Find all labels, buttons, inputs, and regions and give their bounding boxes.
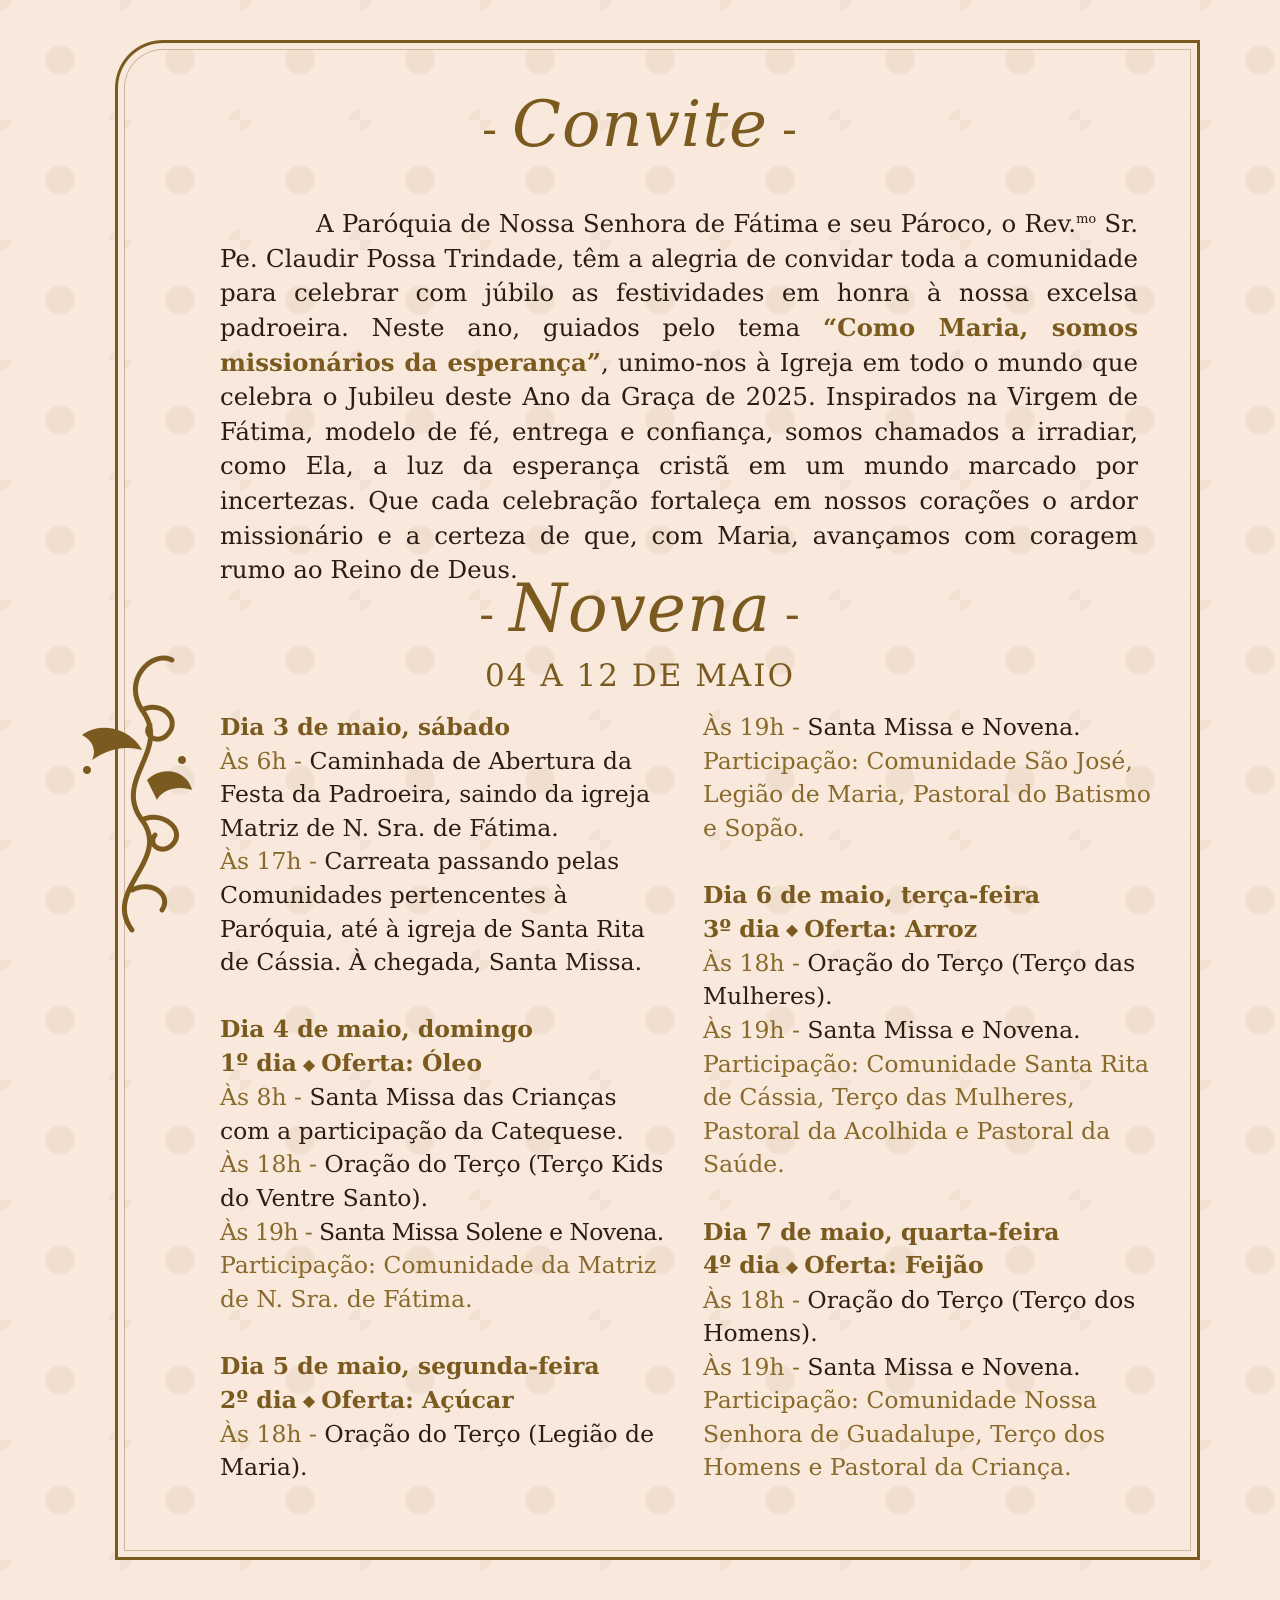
item-text: Santa Missa Solene e Novena. (319, 1217, 664, 1246)
item-time: Às 19h - (703, 713, 808, 741)
offer-text: Oferta: Feijão (804, 1251, 984, 1280)
schedule-item (703, 947, 1153, 1014)
diamond-icon: ◆ (785, 920, 799, 940)
participation-text: Participação: Comunidade Santa Rita de Cássia, Terço das Mulheres, Pastoral da Acolhida e Pastoral da Saúde. (703, 1049, 1149, 1179)
item-time: Às 18h - (703, 948, 808, 977)
schedule-item (220, 1418, 670, 1485)
schedule-item (703, 1284, 1153, 1351)
item-text: Oração do Terço (Terço das Mulheres). (703, 948, 1136, 1011)
item-time: Às 18h - (220, 1419, 325, 1448)
item-text: Oração do Terço (Terço Kids do Ventre Santo). (220, 1150, 664, 1213)
day-offer (220, 1384, 670, 1418)
novena-title (0, 570, 1280, 647)
day-offer (703, 1249, 1153, 1283)
intro-superscript: mo (1076, 212, 1097, 227)
offer-text: Oferta: Açúcar (321, 1385, 514, 1414)
day-number: 1º dia (220, 1048, 297, 1077)
schedule-item (220, 845, 670, 979)
day-block-6 (703, 879, 1153, 1182)
diamond-icon: ◆ (785, 1256, 799, 1276)
item-time: Às 6h - (220, 746, 310, 775)
item-time: Às 18h - (703, 1285, 808, 1314)
intro-part2: Sr. Pe. Claudir Possa Trindade, têm a alegria de convidar toda a comunidade para celebrar com júbilo as festividades em honra à nossa excelsa padroeira. Neste ano, guiados pelo tema (220, 209, 1138, 342)
schedule-item (220, 1148, 670, 1215)
item-time: Às 8h - (220, 1083, 310, 1112)
day-number: 2º dia (220, 1385, 297, 1414)
day-block-5-continued (703, 711, 1153, 845)
novena-title-text: Novena (509, 570, 771, 647)
intro-part3: , unimo-nos à Igreja em todo o mundo que celebra o Jubileu deste Ano da Graça de 2025. Inspirados na Virgem de Fátima, modelo de fé, entrega e confiança, somos chamados a irradiar, como Ela, a luz da esperança cristã em um mundo marcado por incertezas. Que cada celebração fortaleça em nossos corações o ardor missionário e a certeza de que, com Maria, avançamos com coragem rumo ao Reino de Deus. (220, 347, 1138, 585)
item-time: Às 18h - (220, 1150, 325, 1179)
schedule-item (220, 1081, 670, 1148)
invitation-paragraph (220, 203, 1138, 588)
day-block-3 (220, 711, 670, 980)
item-text: Santa Missa e Novena. (807, 1016, 1081, 1045)
schedule-column-left (220, 711, 670, 1519)
schedule-item (220, 1216, 670, 1250)
schedule-item (220, 745, 670, 846)
schedule-item (703, 711, 1153, 745)
diamond-icon: ◆ (302, 1391, 316, 1411)
participation-text: Participação: Comunidade da Matriz de N. Sra. de Fátima. (220, 1251, 657, 1313)
title-dash-left: - (482, 104, 499, 155)
offer-text: Oferta: Óleo (321, 1048, 483, 1077)
title-dash-right: - (784, 588, 801, 640)
convite-title (0, 88, 1280, 162)
participation-text: Participação: Comunidade São José, Legião de Maria, Pastoral do Batismo e Sopão. (703, 746, 1151, 842)
day-block-5 (220, 1350, 670, 1485)
title-dash-left: - (479, 588, 496, 640)
title-dash-right: - (781, 104, 798, 155)
item-time: Às 19h - (703, 1352, 808, 1381)
item-text: Santa Missa e Novena. (807, 713, 1081, 741)
intro-part1: A Paróquia de Nossa Senhora de Fátima e seu Pároco, o Rev. (316, 209, 1077, 239)
novena-dates: 04 A 12 DE MAIO (485, 658, 795, 694)
participation-text: Participação: Comunidade Nossa Senhora de Guadalupe, Terço dos Homens e Pastoral da Criança. (703, 1386, 1106, 1482)
schedule-column-right (703, 711, 1153, 1519)
item-text: Carreata passando pelas Comunidades pertencentes à Paróquia, até à igreja de Santa Rita de Cássia. À chegada, Santa Missa. (220, 847, 645, 977)
day-number: 4º dia (703, 1251, 780, 1280)
day-heading: Dia 4 de maio, domingo (220, 1015, 533, 1044)
item-text: Oração do Terço (Terço dos Homens). (703, 1285, 1136, 1348)
day-offer (703, 913, 1153, 947)
day-block-7 (703, 1216, 1153, 1485)
day-heading: Dia 5 de maio, segunda-feira (220, 1351, 600, 1380)
item-text: Santa Missa e Novena. (807, 1352, 1081, 1381)
day-number: 3º dia (703, 914, 780, 943)
day-heading: Dia 7 de maio, quarta-feira (703, 1217, 1060, 1246)
item-text: Caminhada de Abertura da Festa da Padroeira, saindo da igreja Matriz de N. Sra. de Fátima. (220, 746, 651, 842)
convite-title-text: Convite (512, 88, 768, 162)
schedule-item (703, 1014, 1153, 1048)
schedule-item (703, 1351, 1153, 1385)
day-offer (220, 1047, 670, 1081)
item-text: Santa Missa das Crianças com a participação da Catequese. (220, 1083, 624, 1145)
diamond-icon: ◆ (302, 1054, 316, 1074)
day-block-4 (220, 1013, 670, 1316)
offer-text: Oferta: Arroz (804, 914, 978, 943)
intro-theme-highlight: “Como Maria, somos missionários da esperança” (220, 312, 1138, 377)
item-time: Às 17h - (220, 847, 325, 876)
day-heading: Dia 6 de maio, terça-feira (703, 880, 1040, 909)
item-time: Às 19h - (703, 1016, 808, 1045)
item-time: Às 19h - (220, 1217, 320, 1246)
item-text: Oração do Terço (Legião de Maria). (220, 1419, 654, 1482)
day-heading: Dia 3 de maio, sábado (220, 713, 511, 741)
